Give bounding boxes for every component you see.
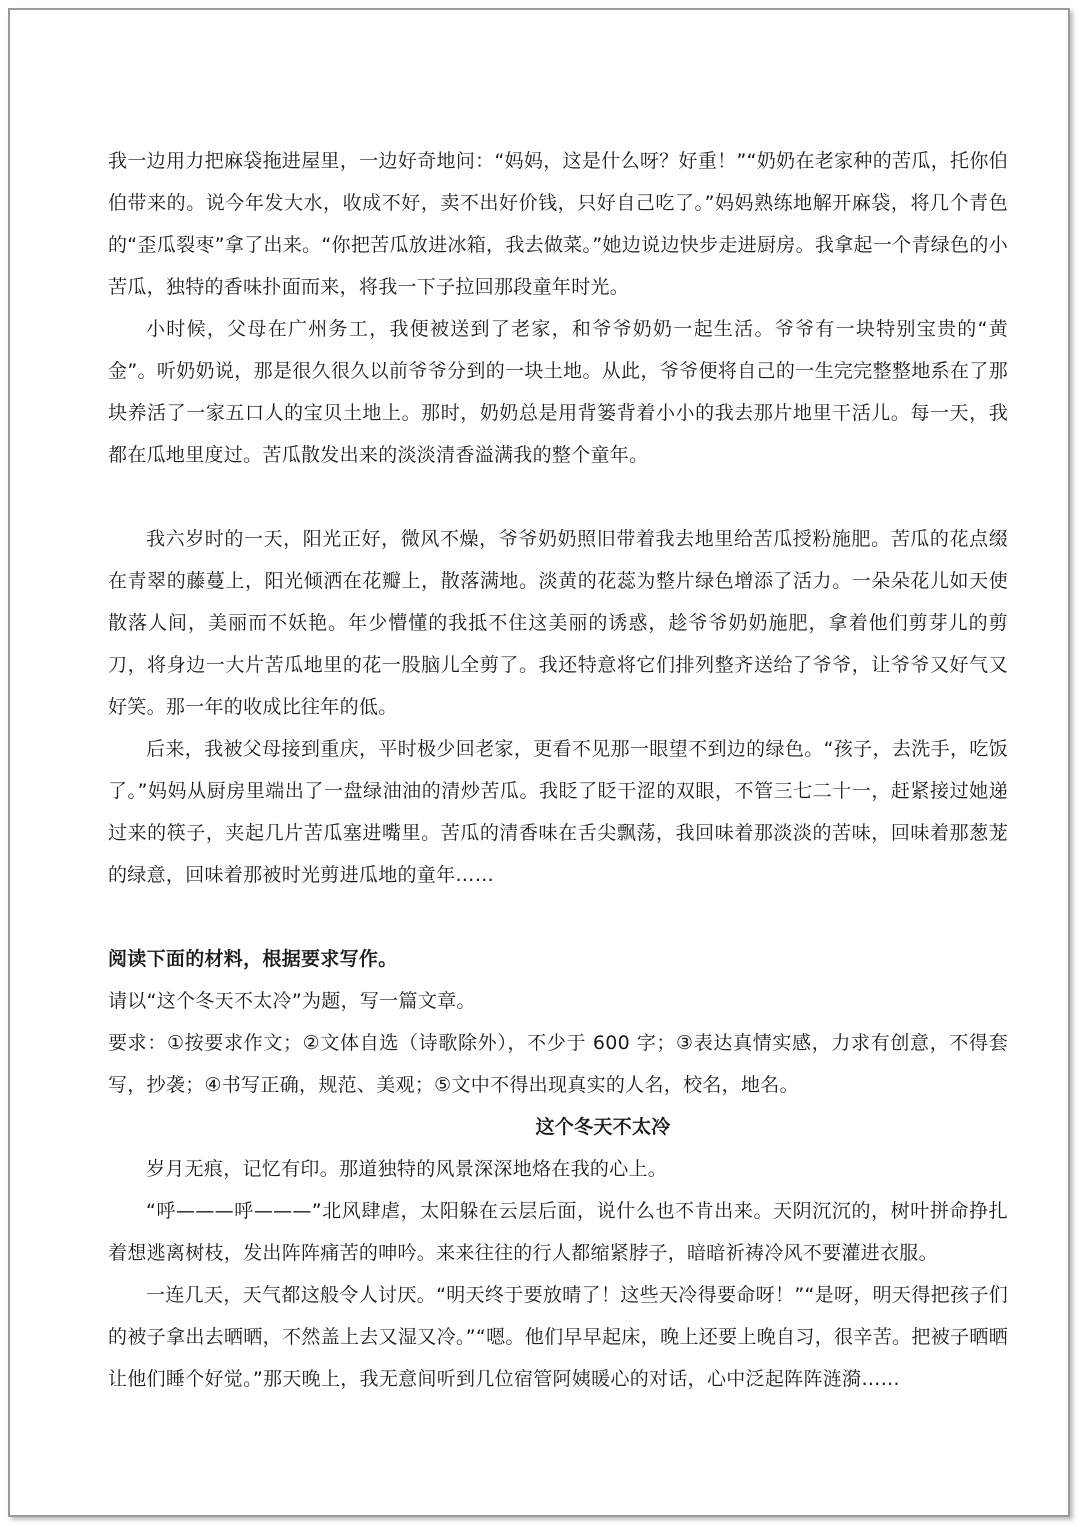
story-paragraph-1: 我一边用力把麻袋拖进屋里，一边好奇地问：“妈妈，这是什么呀？好重！”“奶奶在老家种的苦瓜，托你伯伯带来的。说今年发大水，收成不好，卖不出好价钱，只好自己吃了。”妈妈熟练地解开麻袋，将几个青色的“歪瓜裂枣”拿了出来。“你把苦瓜放进冰箱，我去做菜。”她边说边快步走进厨房。我拿起一个青绿色的小苦瓜，独特的香味扑面而来，将我一下子拉回那段童年时光。: [108, 150, 1008, 298]
essay-paragraph-3: 一连几天，天气都这般令人讨厌。“明天终于要放晴了！这些天冷得要命呀！”“是呀，明天得把孩子们的被子拿出去晒晒，不然盖上去又湿又冷。”“嗯。他们早早起床，晚上还要上晚自习，很辛苦。把被子晒晒让他们睡个好觉。”那天晚上，我无意间听到几位宿管阿姨暖心的对话，心中泛起阵阵涟漪……: [108, 1284, 1008, 1390]
essay-title: 这个冬天不太冷: [535, 1116, 671, 1138]
page-frame: [8, 8, 1070, 1517]
prompt-topic: 请以“这个冬天不太冷”为题，写一篇文章。: [108, 990, 476, 1012]
story-paragraph-2: 小时候，父母在广州务工，我便被送到了老家，和爷爷奶奶一起生活。爷爷有一块特别宝贵的“黄金”。听奶奶说，那是很久很久以前爷爷分到的一块土地。从此，爷爷便将自己的一生完完整整地系在了那块养活了一家五口人的宝贝土地上。那时，奶奶总是用背篓背着小小的我去那片地里干活儿。每一天，我都在瓜地里度过。苦瓜散发出来的淡淡清香溢满我的整个童年。: [108, 318, 1008, 466]
essay-paragraph-1: 岁月无痕，记忆有印。那道独特的风景深深地烙在我的心上。: [146, 1158, 668, 1180]
prompt-requirements: 要求：①按要求作文；②文体自选（诗歌除外），不少于 600 字；③表达真情实感，力求有创意，不得套写，抄袭；④书写正确，规范、美观；⑤文中不得出现真实的人名，校名，地名。: [108, 1032, 1008, 1096]
document-body: [108, 140, 1008, 1400]
story-paragraph-4: 后来，我被父母接到重庆，平时极少回老家，更看不见那一眼望不到边的绿色。“孩子，去洗手，吃饭了。”妈妈从厨房里端出了一盘绿油油的清炒苦瓜。我眨了眨干涩的双眼，不管三七二十一，赶紧接过她递过来的筷子，夹起几片苦瓜塞进嘴里。苦瓜的清香味在舌尖飘荡，我回味着那淡淡的苦味，回味着那葱茏的绿意，回味着那被时光剪进瓜地的童年……: [108, 738, 1008, 886]
story-paragraph-3: 我六岁时的一天，阳光正好，微风不燥，爷爷奶奶照旧带着我去地里给苦瓜授粉施肥。苦瓜的花点缀在青翠的藤蔓上，阳光倾洒在花瓣上，散落满地。淡黄的花蕊为整片绿色增添了活力。一朵朵花儿如天使散落人间，美丽而不妖艳。年少懵懂的我抵不住这美丽的诱惑，趁爷爷奶奶施肥，拿着他们剪芽儿的剪刀，将身边一大片苦瓜地里的花一股脑儿全剪了。我还特意将它们排列整齐送给了爷爷，让爷爷又好气又好笑。那一年的收成比往年的低。: [108, 528, 1008, 718]
essay-paragraph-2: “呼———呼———”北风肆虐，太阳躲在云层后面，说什么也不肯出来。天阴沉沉的，树叶拼命挣扎着想逃离树枝，发出阵阵痛苦的呻吟。来来往往的行人都缩紧脖子，暗暗祈祷冷风不要灌进衣服。: [108, 1200, 1008, 1264]
prompt-heading: 阅读下面的材料，根据要求写作。: [108, 948, 398, 970]
